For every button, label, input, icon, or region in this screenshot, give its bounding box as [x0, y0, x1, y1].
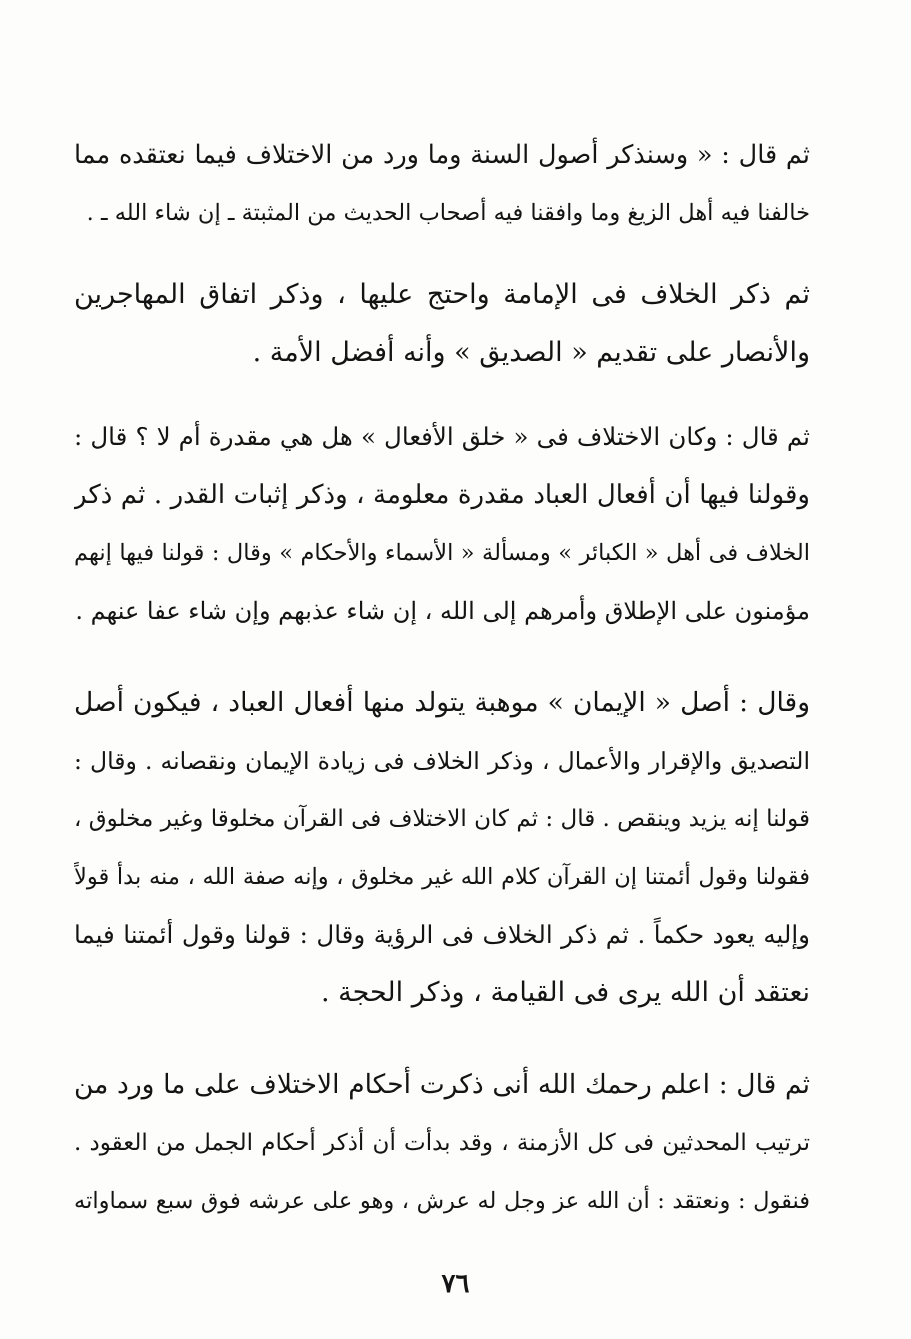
paragraph-line: نعتقد أن الله يرى فى القيامة ، وذكر الحجة .: [320, 977, 810, 1008]
paragraph-2: [74, 266, 810, 382]
paragraph-line: وإليه يعود حكماً . ثم ذكر الخلاف فى الرؤية وقال : قولنا وقول أئمتنا فيما: [74, 920, 810, 949]
paragraph-3: [74, 408, 810, 640]
paragraph-line: خالفنا فيه أهل الزيغ وما وافقنا فيه أصحاب الحديث من المثبتة ـ إن شاء الله ـ .: [86, 200, 810, 226]
page-number: ٧٦: [441, 1269, 470, 1299]
paragraph-line: فنقول : ونعتقد : أن الله عز وجل له عرش ، وهو على عرشه فوق سبع سماواته: [74, 1188, 810, 1214]
paragraph-4: [74, 674, 810, 1022]
paragraph-line: ترتيب المحدثين فى كل الأزمنة ، وقد بدأت أن أذكر أحكام الجمل من العقود .: [74, 1130, 810, 1156]
paragraph-line: والأنصار على تقديم « الصديق » وأنه أفضل الأمة .: [252, 337, 810, 368]
paragraph-1: [74, 126, 810, 242]
paragraph-line: قولنا إنه يزيد وينقص . قال : ثم كان الاختلاف فى القرآن مخلوقا وغير مخلوق ،: [74, 806, 810, 832]
paragraph-line: وقال : أصل « الإيمان » موهبة يتولد منها أفعال العباد ، فيكون أصل: [74, 687, 810, 718]
paragraph-line: ثم قال : وكان الاختلاف فى « خلق الأفعال » هل هي مقدرة أم لا ؟ قال :: [74, 422, 810, 451]
paragraph-line: الخلاف فى أهل « الكبائر » ومسألة « الأسماء والأحكام » وقال : قولنا فيها إنهم: [74, 540, 810, 566]
paragraph-line: ثم قال : اعلم رحمك الله أنى ذكرت أحكام الاختلاف على ما ورد من: [74, 1069, 810, 1100]
paragraph-line: ثم ذكر الخلاف فى الإمامة واحتج عليها ، وذكر اتفاق المهاجرين: [74, 279, 810, 310]
paragraph-line: فقولنا وقول أئمتنا إن القرآن كلام الله غير مخلوق ، وإنه صفة الله ، منه بدأ قولاً: [74, 864, 810, 890]
paragraph-line: وقولنا فيها أن أفعال العباد مقدرة معلومة ، وذكر إثبات القدر . ثم ذكر: [74, 480, 810, 510]
paragraph-line: ثم قال : « وسنذكر أصول السنة وما ورد من الاختلاف فيما نعتقده مما: [74, 140, 810, 170]
paragraph-line: مؤمنون على الإطلاق وأمرهم إلى الله ، إن شاء عذبهم وإن شاء عفا عنهم .: [75, 597, 810, 625]
paragraph-5: [74, 1056, 810, 1230]
paragraph-line: التصديق والإقرار والأعمال ، وذكر الخلاف فى زيادة الإيمان ونقصانه . وقال :: [74, 747, 810, 775]
